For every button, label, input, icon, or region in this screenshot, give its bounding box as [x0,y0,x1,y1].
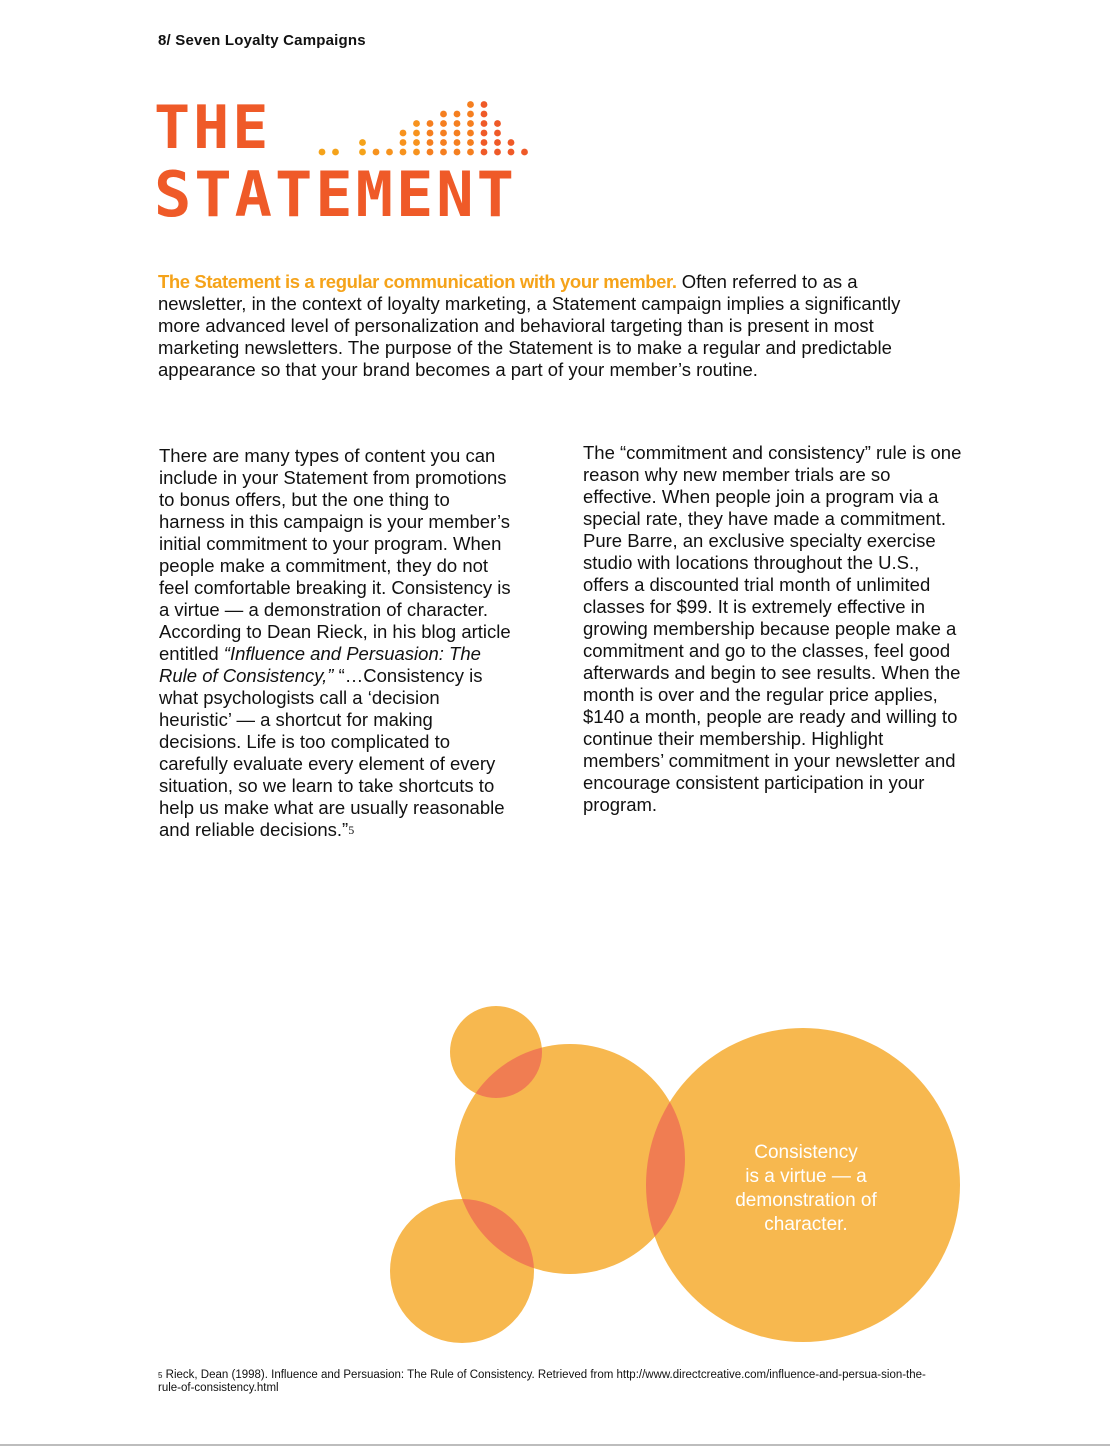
title-line-the: THE [154,93,272,163]
section-title [154,92,594,232]
equalizer-dot [413,130,420,137]
equalizer-dot [440,149,447,156]
equalizer-dot [481,120,488,127]
left-column-paragraph [159,445,514,841]
left-column [159,445,514,841]
equalizer-dot [454,139,461,146]
equalizer-dot [400,149,407,156]
pull-quote-line-3: demonstration of [735,1190,877,1211]
pull-quote-line-4: character. [764,1214,848,1235]
equalizer-dot [400,130,407,137]
equalizer-dot [413,149,420,156]
equalizer-dot [481,149,488,156]
equalizer-dot [427,139,434,146]
equalizer-dot [400,139,407,146]
equalizer-dot [521,149,528,156]
equalizer-dot [332,149,339,156]
equalizer-dot [481,111,488,118]
equalizer-dot [494,149,501,156]
equalizer-dot [467,111,474,118]
left-text-after: “…Consistency is what psychologists call a ‘decision heuristic’ — a shortcut for making decisions. Life is too complicated to carefully evaluate every element of every situation, so we learn to take shortcuts to help us make what are usually reasonable and reliable decisions.” [159,665,505,840]
equalizer-dots-graphic [314,92,554,162]
equalizer-dot [373,149,380,156]
equalizer-dot [467,101,474,108]
equalizer-dot [454,149,461,156]
equalizer-dot [427,149,434,156]
bottom-rule [0,1444,1110,1446]
equalizer-dot [386,149,393,156]
equalizer-dot [494,120,501,127]
footnote-text: Rieck, Dean (1998). Influence and Persuasion: The Rule of Consistency. Retrieved from http://www.directcreative.com/influence-and-persua-sion-the-rule-of-consistency.html [158,1369,926,1394]
page-header: 8/ Seven Loyalty Campaigns [158,32,366,49]
equalizer-dot [440,120,447,127]
intro-lead: The Statement is a regular communication with your member. [158,271,677,292]
right-column-paragraph: The “commitment and consistency” rule is one reason why new member trials are so effective. When people join a program via a special rate, they have made a commitment. Pure Barre, an exclusive specialty exercise studio with locations throughout the U.S., offers a discounted trial month of unlimited classes for $99. It is extremely effective in growing membership because people make a commitment and go to the classes, feel good afterwards and begin to see results. When the month is over and the regular price applies, $140 a month, people are ready and willing to continue their membership. Highlight members’ commitment in your newsletter and encourage consistent participation in your program. [583,442,962,815]
right-column [583,442,963,816]
footnote [158,1369,938,1395]
equalizer-dot [481,139,488,146]
equalizer-dot [454,111,461,118]
equalizer-dot [413,139,420,146]
equalizer-dot [440,130,447,137]
footnote-reference: 5 [348,823,355,837]
title-line-statement: STATEMENT [154,158,517,231]
equalizer-dot [467,120,474,127]
intro-body: Often referred to as a newsletter, in the context of loyalty marketing, a Statement campaign implies a significantly more advanced level of personalization and behavioral targeting than is present in most marketing newsletters. The purpose of the Statement is to make a regular and predictable appearance so that your brand becomes a part of your member’s routine. [158,271,901,380]
intro-paragraph [158,271,938,381]
pull-quote [706,1141,906,1237]
equalizer-dot [319,149,326,156]
equalizer-dot [467,130,474,137]
article-title: “Influence and Persuasion: The Rule of Consistency,” [159,643,481,686]
equalizer-dot [508,149,515,156]
equalizer-dot [454,120,461,127]
pull-quote-line-2: is a virtue — a [745,1166,867,1187]
equalizer-dot [454,130,461,137]
left-text-before: There are many types of content you can include in your Statement from promotions to bonus offers, but the one thing to harness in this campaign is your member’s initial commitment to your program. When people make a commitment, they do not feel comfortable breaking it. Consistency is a virtue — a demonstration of character. According to Dean Rieck, in his blog article entitled [159,445,511,664]
equalizer-dot [481,130,488,137]
equalizer-dot [427,130,434,137]
pull-quote-line-1: Consistency [754,1142,858,1163]
equalizer-dot [413,120,420,127]
equalizer-dot [481,101,488,108]
equalizer-dot [467,149,474,156]
equalizer-dot [494,130,501,137]
equalizer-dot [440,139,447,146]
equalizer-dot [427,120,434,127]
footnote-number: 5 [158,1371,163,1380]
equalizer-dot [359,149,366,156]
equalizer-dot [508,139,515,146]
equalizer-dot [440,111,447,118]
equalizer-dot [494,139,501,146]
equalizer-dot [467,139,474,146]
equalizer-dot [359,139,366,146]
